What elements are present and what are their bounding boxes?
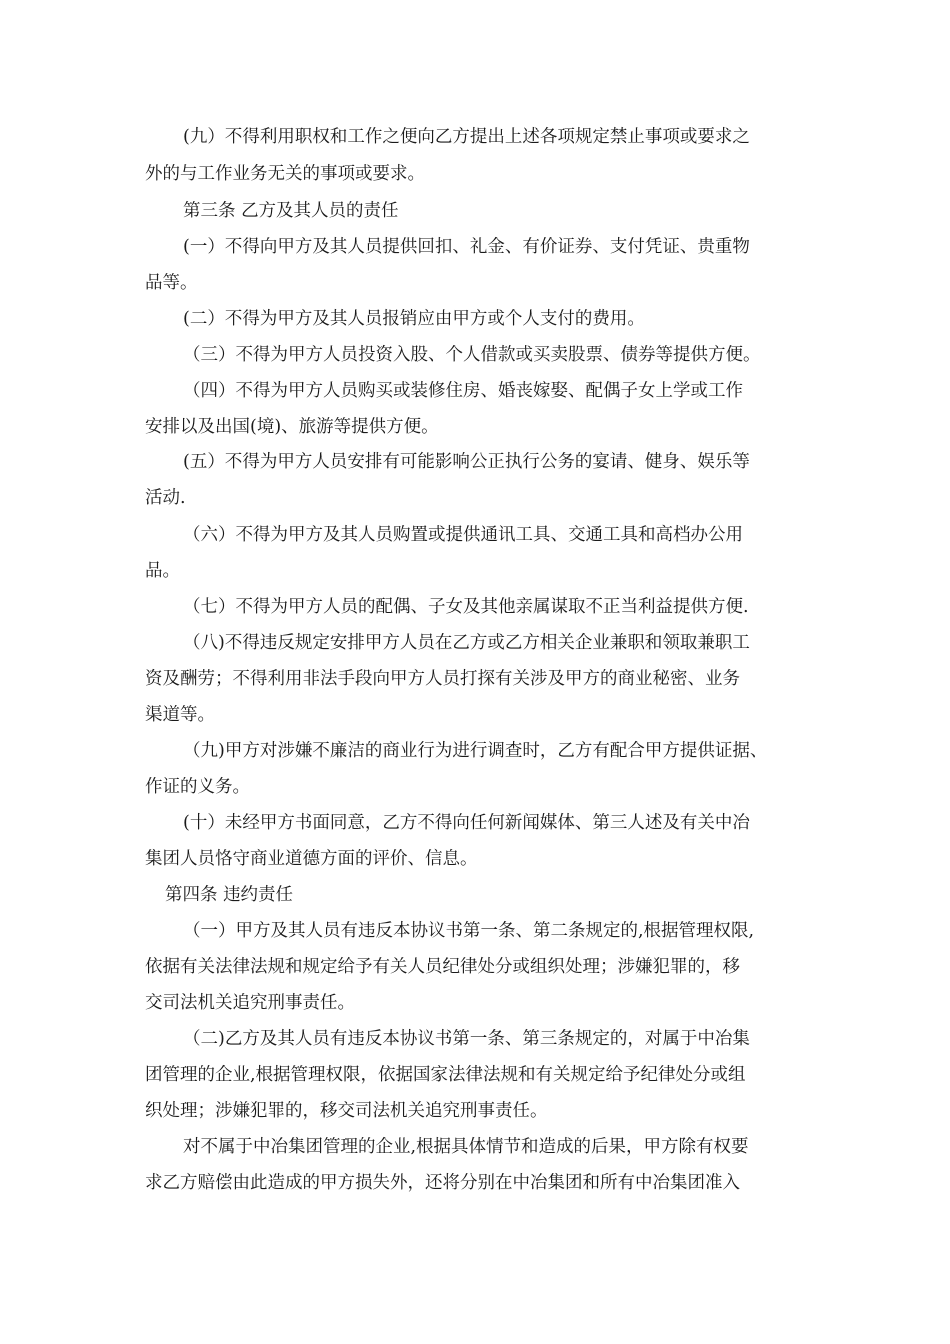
text-line: 集团人员恪守商业道德方面的评价、信息。	[145, 849, 478, 869]
section-heading: 第三条 乙方及其人员的责任	[183, 201, 399, 221]
text-line: （四）不得为甲方人员购买或装修住房、婚丧嫁娶、配偶子女上学或工作	[183, 381, 743, 401]
text-line: (二）不得为甲方及其人员报销应由甲方或个人支付的费用。	[183, 309, 645, 329]
text-line: 品等。	[145, 273, 198, 293]
text-line: 织处理；涉嫌犯罪的，移交司法机关追究刑事责任。	[145, 1101, 548, 1121]
text-line: 品。	[145, 561, 180, 581]
text-line: （九)甲方对涉嫌不廉洁的商业行为进行调查时，乙方有配合甲方提供证据、	[183, 741, 768, 761]
text-line: 外的与工作业务无关的事项或要求。	[145, 164, 425, 184]
text-line: (一）不得向甲方及其人员提供回扣、礼金、有价证券、支付凭证、贵重物	[183, 237, 750, 257]
text-line: (五）不得为甲方人员安排有可能影响公正执行公务的宴请、健身、娱乐等	[183, 452, 750, 472]
text-line: 作证的义务。	[145, 777, 250, 797]
text-line: （三）不得为甲方人员投资入股、个人借款或买卖股票、债券等提供方便。	[183, 345, 761, 365]
section-heading: 第四条 违约责任	[165, 885, 294, 905]
text-line: 活动.	[145, 488, 186, 508]
text-line: (十）未经甲方书面同意，乙方不得向任何新闻媒体、第三人述及有关中冶	[183, 813, 750, 833]
text-line: （二)乙方及其人员有违反本协议书第一条、第三条规定的，对属于中冶集	[183, 1029, 750, 1049]
text-line: 依据有关法律法规和规定给予有关人员纪律处分或组织处理；涉嫌犯罪的，移	[145, 957, 740, 977]
text-line: 渠道等。	[145, 705, 215, 725]
text-line: （一）甲方及其人员有违反本协议书第一条、第二条规定的,根据管理权限,	[183, 921, 755, 941]
text-line: (九）不得利用职权和工作之便向乙方提出上述各项规定禁止事项或要求之	[183, 127, 750, 147]
text-line: 交司法机关追究刑事责任。	[145, 993, 355, 1013]
text-line: 资及酬劳；不得利用非法手段向甲方人员打探有关涉及甲方的商业秘密、业务	[145, 669, 740, 689]
text-line: 团管理的企业,根据管理权限，依据国家法律法规和有关规定给予纪律处分或组	[145, 1065, 746, 1085]
text-line: 安排以及出国(境)、旅游等提供方便。	[145, 417, 439, 437]
text-line: 求乙方赔偿由此造成的甲方损失外，还将分别在中冶集团和所有中冶集团准入	[145, 1173, 740, 1193]
text-line: 对不属于中冶集团管理的企业,根据具体情节和造成的后果，甲方除有权要	[183, 1137, 749, 1157]
text-line: （六）不得为甲方及其人员购置或提供通讯工具、交通工具和高档办公用	[183, 525, 743, 545]
text-line: （八)不得违反规定安排甲方人员在乙方或乙方相关企业兼职和领取兼职工	[183, 633, 750, 653]
text-line: （七）不得为甲方人员的配偶、子女及其他亲属谋取不正当利益提供方便.	[183, 597, 749, 617]
